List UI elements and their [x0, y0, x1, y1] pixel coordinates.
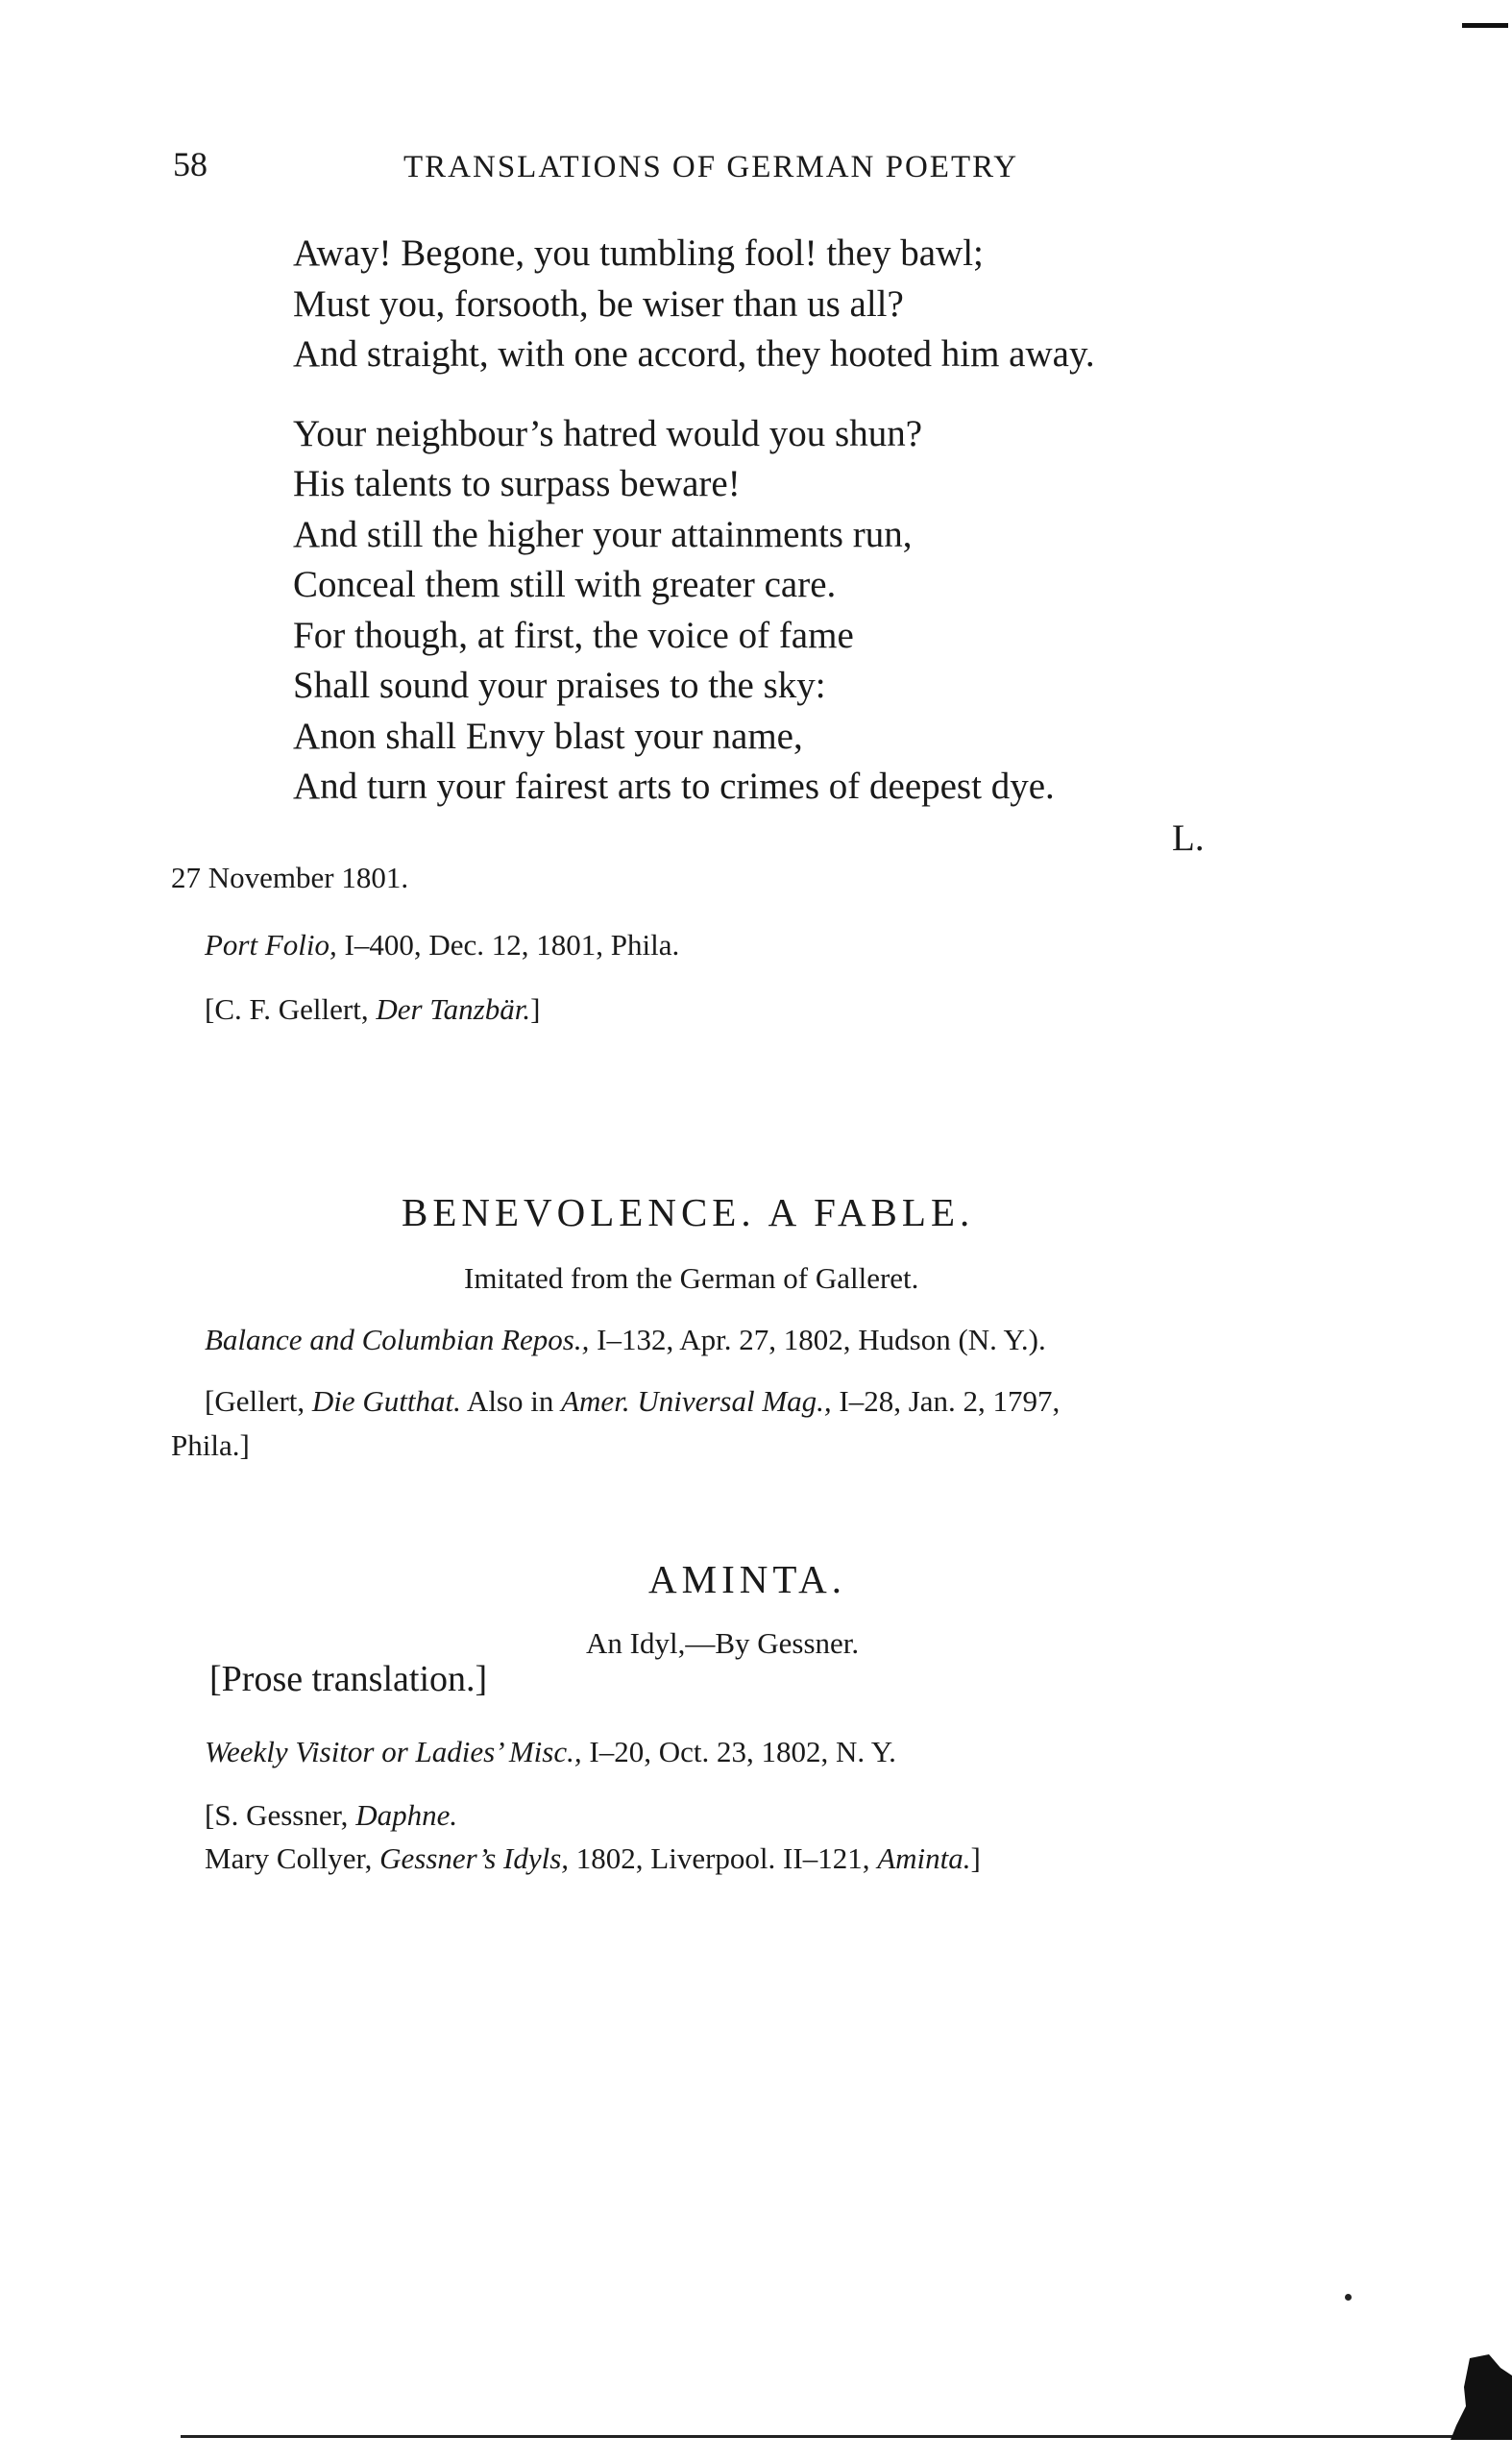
section-subtitle: Imitated from the German of Galleret.	[464, 1261, 919, 1295]
original-reference-continued	[205, 1841, 981, 1876]
poem-line: His talents to surpass beware!	[293, 463, 741, 504]
reference-title: Amer. Universal Mag.,	[561, 1384, 832, 1418]
original-reference-continued: Phila.]	[171, 1428, 250, 1462]
poem-line: Must you, forsooth, be wiser than us all?	[293, 282, 904, 325]
scan-bottom-edge	[181, 2435, 1468, 2438]
poem-line: And turn your fairest arts to crimes of deepest dye.	[293, 766, 1055, 807]
reference-text: 1802, Liverpool. II–121,	[569, 1841, 878, 1875]
page-number: 58	[173, 145, 207, 183]
poem-body	[293, 229, 1095, 813]
scan-edge-mark	[1462, 23, 1508, 28]
original-reference	[205, 1384, 1060, 1419]
stanza-break	[293, 380, 1095, 409]
prose-translation-note: [Prose translation.]	[209, 1659, 488, 1699]
poem-line: And still the higher your attainments run,	[293, 513, 913, 555]
poem-line: Conceal them still with greater care.	[293, 564, 837, 605]
running-title: TRANSLATIONS OF GERMAN POETRY	[403, 150, 1019, 184]
reference-title: Gessner’s Idyls,	[379, 1841, 570, 1875]
date-note: 27 November 1801.	[171, 861, 409, 894]
poem-signature: L.	[1172, 817, 1205, 859]
poem-line: And straight, with one accord, they hooted him away.	[293, 333, 1095, 375]
reference-text: [S. Gessner,	[205, 1798, 356, 1832]
source-title: Port Folio,	[205, 928, 337, 962]
reference-title: Der Tanzbär.	[376, 992, 531, 1026]
section-title-benevolence: BENEVOLENCE. A FABLE.	[402, 1190, 975, 1234]
reference-text: Also in	[460, 1384, 562, 1418]
reference-text: [Gellert,	[205, 1384, 312, 1418]
scan-speck	[1345, 2294, 1352, 2301]
poem-line: For though, at first, the voice of fame	[293, 614, 854, 656]
original-reference	[205, 1798, 457, 1833]
reference-text: ]	[530, 992, 541, 1026]
original-reference	[205, 992, 540, 1027]
source-citation	[205, 1323, 1046, 1357]
source-title: Balance and Columbian Repos.,	[205, 1323, 590, 1356]
reference-text: ]	[970, 1841, 981, 1875]
poem-line: Away! Begone, you tumbling fool! they bawl;	[293, 232, 984, 274]
reference-title: Aminta.	[877, 1841, 971, 1875]
reference-title: Die Gutthat.	[311, 1384, 461, 1418]
section-title-aminta: AMINTA.	[648, 1557, 846, 1601]
scan-corner-shadow	[1451, 2349, 1512, 2440]
source-title: Weekly Visitor or Ladies’ Misc.,	[205, 1735, 582, 1768]
reference-text: Mary Collyer,	[205, 1841, 380, 1875]
reference-text: [C. F. Gellert,	[205, 992, 377, 1026]
reference-text: I–28, Jan. 2, 1797,	[831, 1384, 1061, 1418]
source-details: I–400, Dec. 12, 1801, Phila.	[336, 928, 680, 962]
reference-title: Daphne.	[355, 1798, 458, 1832]
poem-line: Shall sound your praises to the sky:	[293, 665, 826, 706]
source-citation	[205, 1735, 896, 1769]
poem-line: Your neighbour’s hatred would you shun?	[293, 412, 923, 454]
source-citation	[205, 928, 679, 962]
section-subtitle: An Idyl,—By Gessner.	[586, 1626, 860, 1660]
source-details: I–20, Oct. 23, 1802, N. Y.	[581, 1735, 896, 1768]
source-details: I–132, Apr. 27, 1802, Hudson (N. Y.).	[589, 1323, 1046, 1356]
poem-line: Anon shall Envy blast your name,	[293, 715, 803, 757]
